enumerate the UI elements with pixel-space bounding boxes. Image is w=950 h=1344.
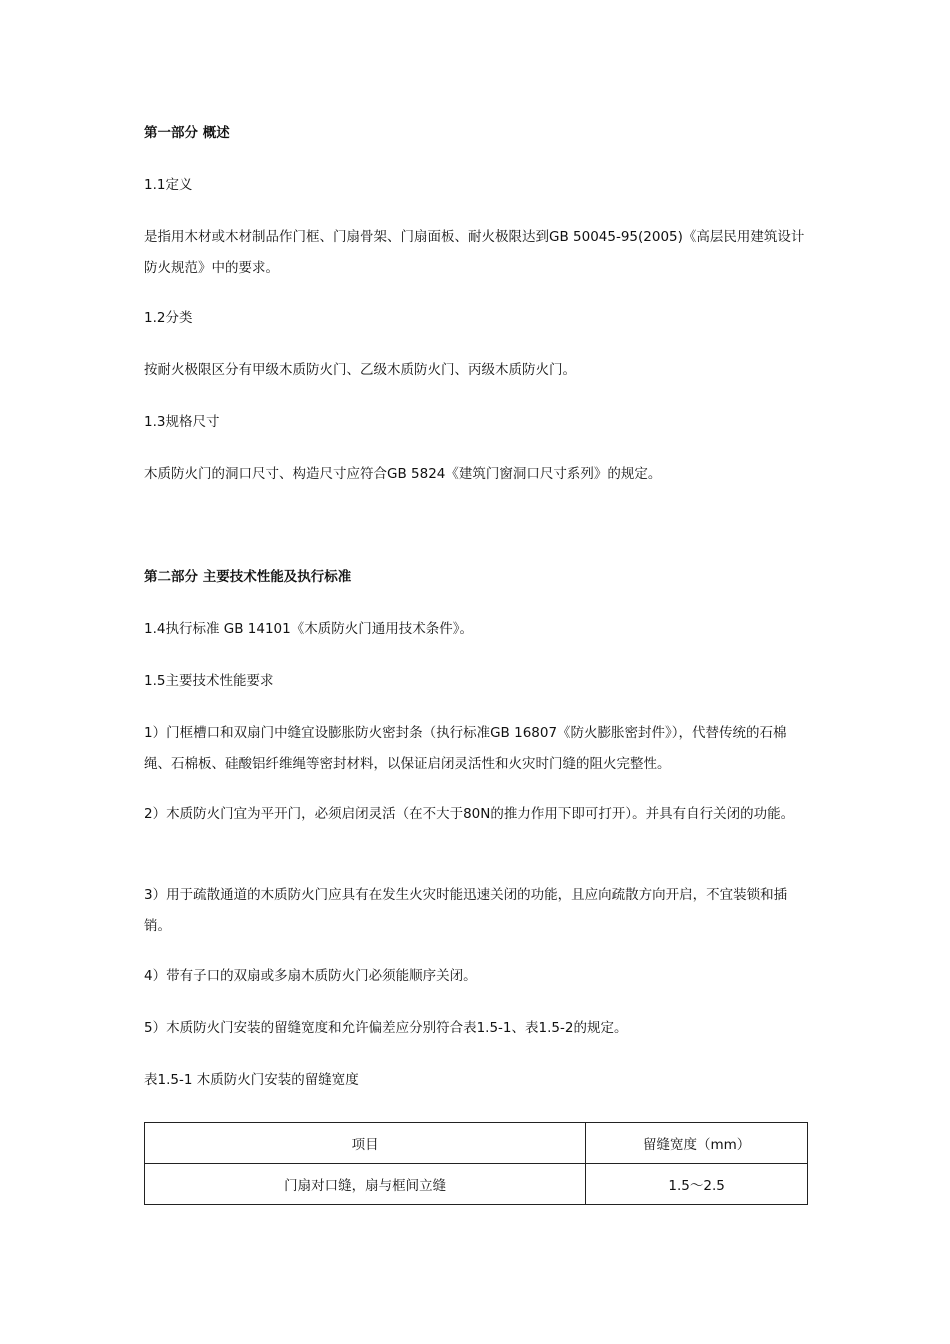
section-1-2-title: 1.2分类 [144, 310, 193, 326]
requirement-item-1: 1）门框槽口和双扇门中缝宜设膨胀防火密封条（执行标准GB 16807《防火膨胀密封件》），代替传统的石棉绳、石棉板、硅酸铝纤维绳等密封材料，以保证启闭灵活性和火灾时门缝的阻火完整性。 [144, 725, 787, 772]
section-1-5-title: 1.5主要技术性能要求 [144, 673, 274, 689]
table-header-gap-width: 留缝宽度（mm） [586, 1123, 808, 1164]
table-cell-item: 门扇对口缝，扇与框间立缝 [145, 1164, 586, 1205]
section-1-3-body: 木质防火门的洞口尺寸、构造尺寸应符合GB 5824《建筑门窗洞口尺寸系列》的规定。 [144, 466, 662, 482]
section-1-4: 1.4执行标准 GB 14101《木质防火门通用技术条件》。 [144, 621, 473, 637]
section-1-1-title: 1.1定义 [144, 177, 193, 193]
part2-heading: 第二部分 主要技术性能及执行标准 [144, 569, 352, 585]
table-cell-gap-width: 1.5～2.5 [586, 1164, 808, 1205]
part1-heading: 第一部分 概述 [144, 125, 230, 141]
table-row [145, 1164, 808, 1205]
requirement-item-3: 3）用于疏散通道的木质防火门应具有在发生火灾时能迅速关闭的功能，且应向疏散方向开启，不宜装锁和插销。 [144, 887, 788, 934]
section-1-1-body: 是指用木材或木材制品作门框、门扇骨架、门扇面板、耐火极限达到GB 50045-95(2005)《高层民用建筑设计防火规范》中的要求。 [144, 229, 805, 276]
requirement-item-5: 5）木质防火门安装的留缝宽度和允许偏差应分别符合表1.5-1、表1.5-2的规定。 [144, 1020, 628, 1036]
requirement-item-2: 2）木质防火门宜为平开门，必须启闭灵活（在不大于80N的推力作用下即可打开）。并具有自行关闭的功能。 [144, 806, 795, 822]
requirement-item-4: 4）带有子口的双扇或多扇木质防火门必须能顺序关闭。 [144, 968, 477, 984]
table-header-row [145, 1123, 808, 1164]
table-caption: 表1.5-1 木质防火门安装的留缝宽度 [144, 1072, 359, 1088]
section-1-2-body: 按耐火极限区分有甲级木质防火门、乙级木质防火门、丙级木质防火门。 [144, 362, 576, 378]
table-header-item: 项目 [145, 1123, 586, 1164]
gap-width-table [144, 1122, 808, 1205]
section-1-3-title: 1.3规格尺寸 [144, 414, 220, 430]
